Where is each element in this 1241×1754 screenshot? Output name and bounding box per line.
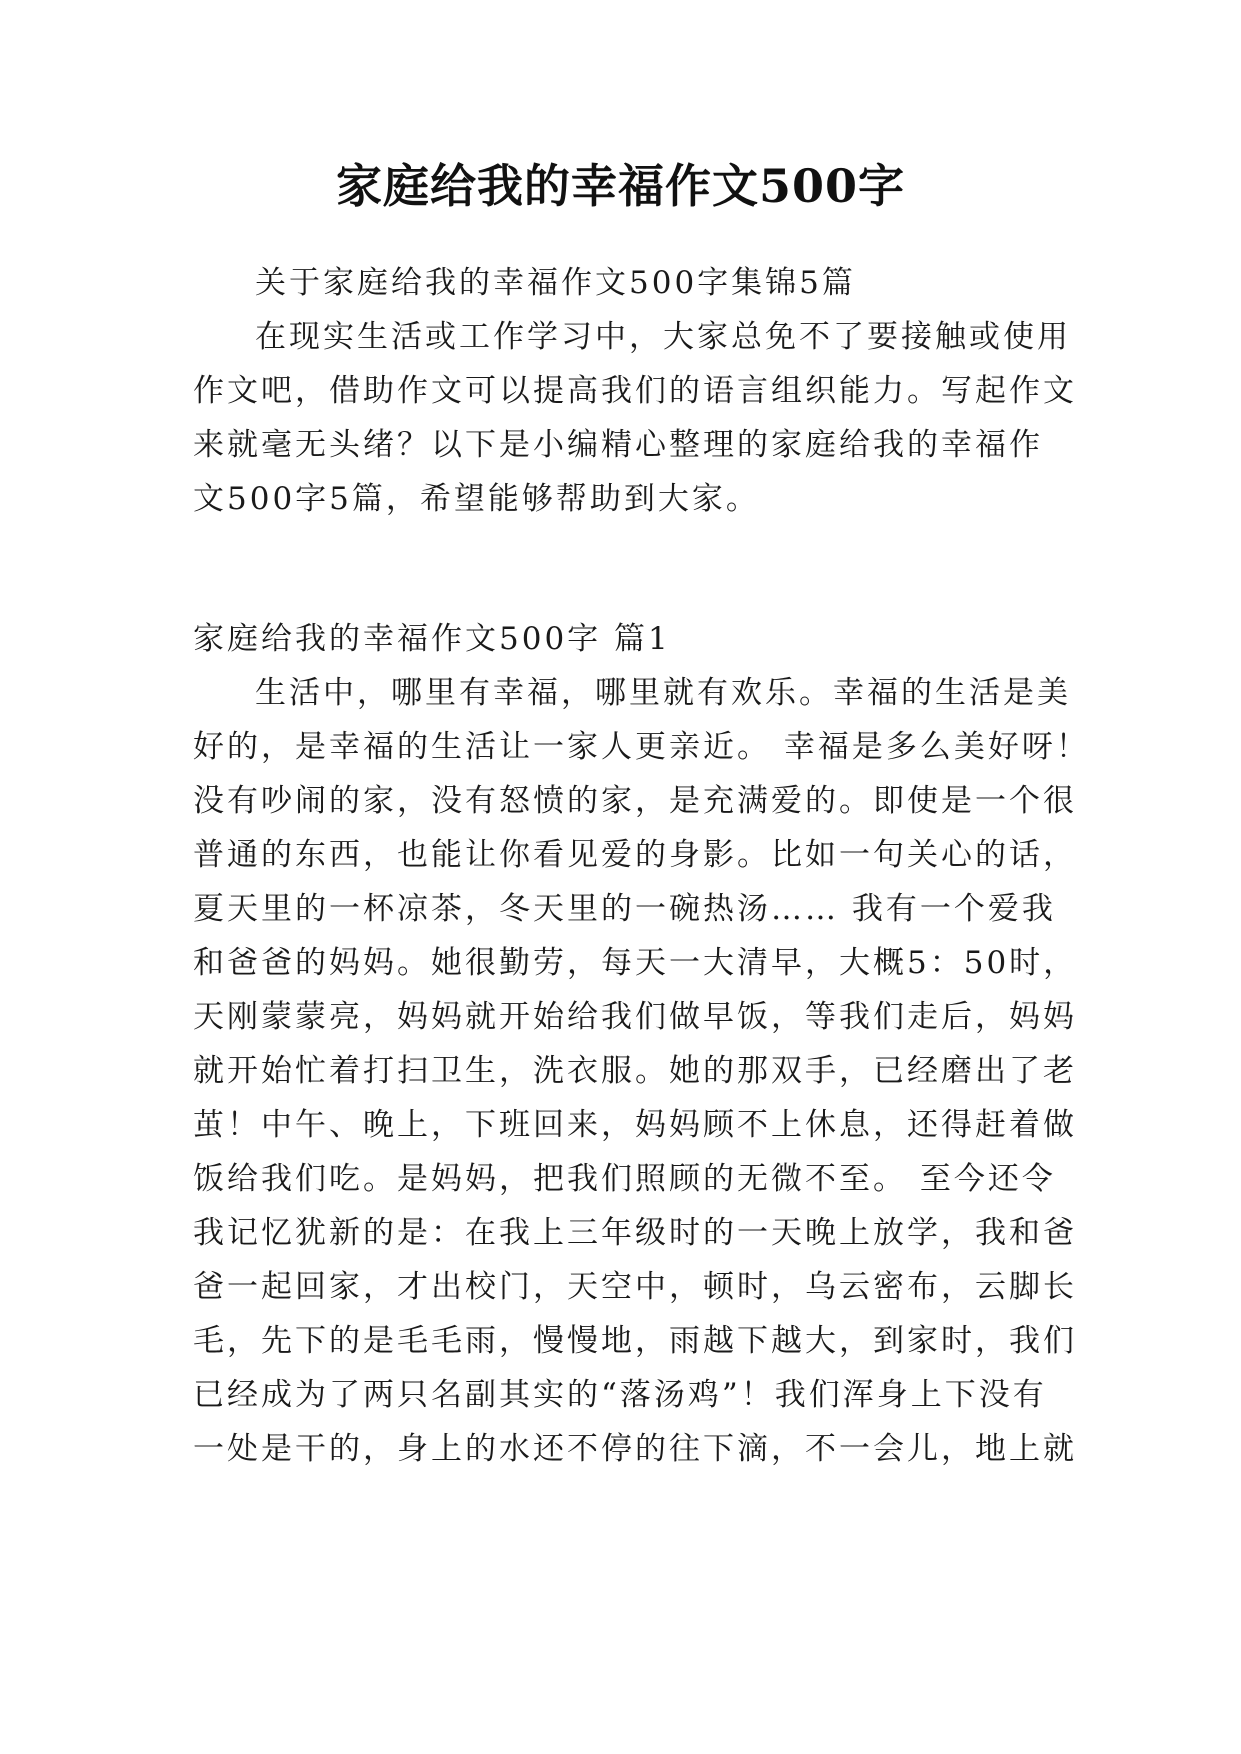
section-heading: 家庭给我的幸福作文500字 篇1 [193, 621, 671, 657]
body-line: 天刚蒙蒙亮，妈妈就开始给我们做早饭，等我们走后，妈妈 [193, 999, 1077, 1035]
intro-paragraph-line: 文500字5篇，希望能够帮助到大家。 [193, 481, 760, 517]
document-title: 家庭给我的幸福作文500字 [335, 159, 906, 213]
body-line: 毛，先下的是毛毛雨，慢慢地，雨越下越大，到家时，我们 [193, 1323, 1077, 1359]
body-line: 一处是干的，身上的水还不停的往下滴，不一会儿，地上就 [193, 1431, 1077, 1467]
body-line: 好的，是幸福的生活让一家人更亲近。 幸福是多么美好呀！ [193, 729, 1090, 765]
body-line: 就开始忙着打扫卫生，洗衣服。她的那双手，已经磨出了老 [193, 1053, 1077, 1089]
intro-paragraph-line: 来就毫无头绪？以下是小编精心整理的家庭给我的幸福作 [193, 427, 1043, 463]
body-line: 茧！中午、晚上，下班回来，妈妈顾不上休息，还得赶着做 [193, 1107, 1077, 1143]
intro-paragraph-line: 作文吧，借助作文可以提高我们的语言组织能力。写起作文 [193, 373, 1077, 409]
body-line: 没有吵闹的家，没有怒愤的家，是充满爱的。即使是一个很 [193, 783, 1077, 819]
body-line: 饭给我们吃。是妈妈，把我们照顾的无微不至。 至今还令 [193, 1161, 1056, 1197]
body-line: 我记忆犹新的是：在我上三年级时的一天晚上放学，我和爸 [193, 1215, 1077, 1251]
intro-paragraph-line: 在现实生活或工作学习中，大家总免不了要接触或使用 [255, 319, 1071, 355]
body-line: 和爸爸的妈妈。她很勤劳，每天一大清早，大概5：50时， [193, 945, 1078, 981]
intro-subtitle: 关于家庭给我的幸福作文500字集锦5篇 [255, 265, 856, 301]
body-line: 夏天里的一杯凉茶，冬天里的一碗热汤…… 我有一个爱我 [193, 891, 1056, 927]
body-line: 普通的东西，也能让你看见爱的身影。比如一句关心的话， [193, 837, 1077, 873]
body-line: 爸一起回家，才出校门，天空中，顿时，乌云密布，云脚长 [193, 1269, 1077, 1305]
body-line: 生活中，哪里有幸福，哪里就有欢乐。幸福的生活是美 [255, 675, 1071, 711]
body-line: 已经成为了两只名副其实的“落汤鸡”！我们浑身上下没有 [193, 1377, 1047, 1413]
